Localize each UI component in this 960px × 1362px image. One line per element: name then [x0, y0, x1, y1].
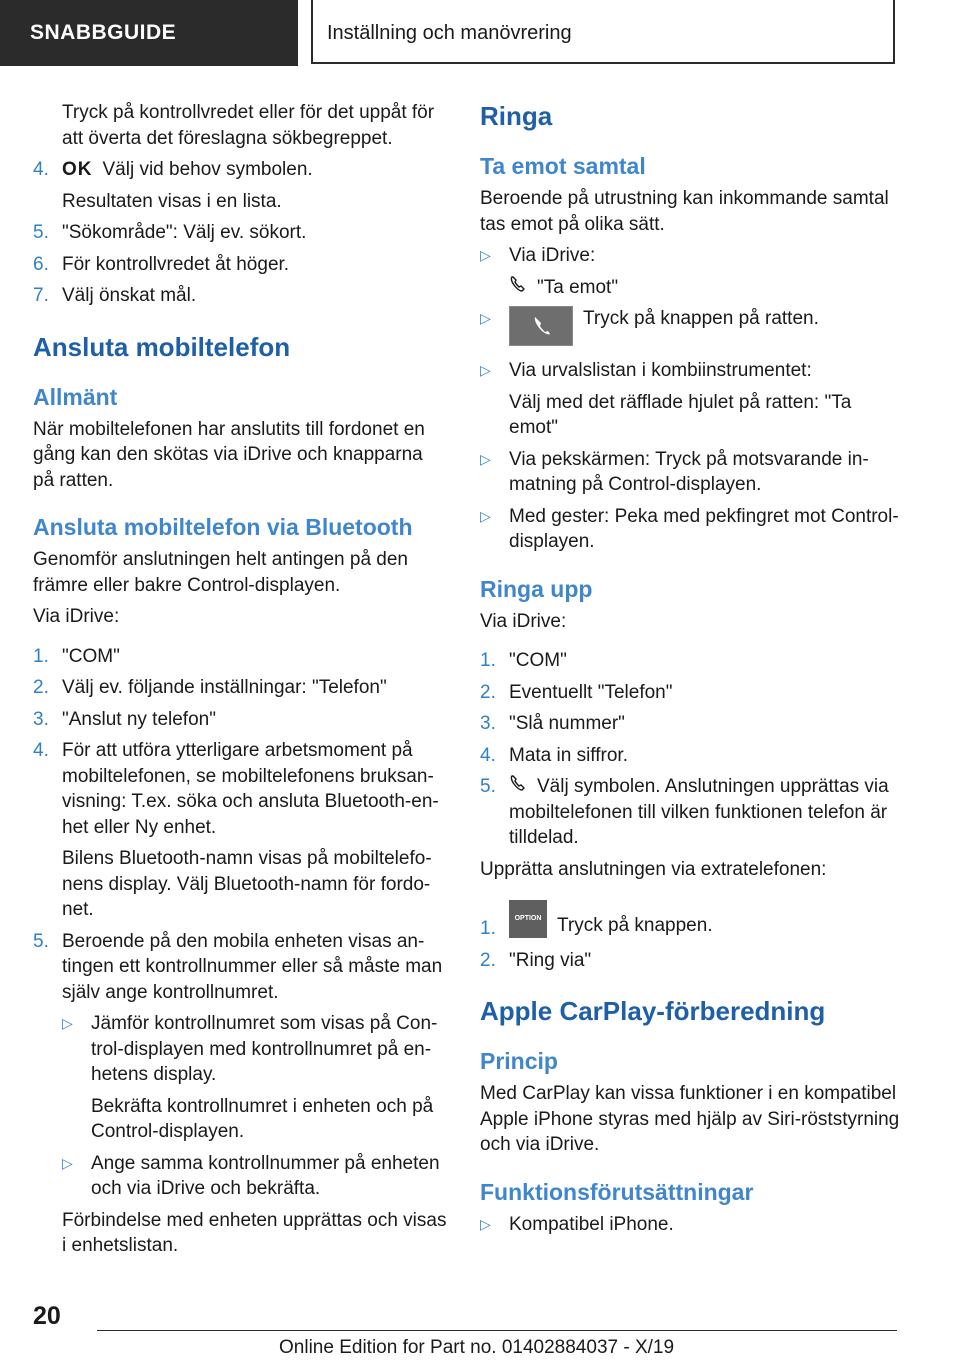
heading-connect: Ansluta mobiltelefon [33, 331, 291, 362]
bt-step-5: 5. Beroende på den mobila enheten visas antingen ett kontrollnummer eller så måste man själv ange kontrollnumret. [33, 930, 443, 1003]
bluetooth-text: Genomför anslutningen helt antingen på den främre eller bakre Control-displayen. [33, 549, 408, 596]
list-item: ▷ Tryck på knappen på ratten. [480, 306, 900, 346]
receive-list-sub: Välj med det räfflade hjulet på ratten: "Ta emot" [509, 391, 852, 439]
bt-step-4-note: Bilens Bluetooth-namn visas på mobiltelefonens display. Välj Bluetooth-namn för fordonet. [62, 848, 432, 920]
step-6: 6. För kontrollvredet åt höger. [33, 253, 290, 275]
guide-tab: SNABBGUIDE [0, 0, 298, 66]
dial-step-4: 4. Mata in siffror. [480, 744, 628, 766]
phone-icon [509, 774, 529, 800]
list-item: ▷ Med gester: Peka med pekfingret mot Control-displayen. [480, 504, 900, 555]
receive-text: Beroende på utrustning kan inkommande samtal tas emot på olika sätt. [480, 188, 889, 235]
step-5: 5. "Sökområde": Välj ev. sökort. [33, 222, 307, 243]
step-7: 7. Välj önskat mål. [33, 285, 197, 306]
bt-step-2: 2. Välj ev. följande inställningar: "Telefon" [33, 677, 387, 698]
extra-text: Upprätta anslutningen via extratelefonen: [480, 858, 827, 880]
heading-call: Ringa [480, 101, 553, 131]
phone-icon [509, 275, 529, 301]
list-item: ▷ Ange samma kontrollnummer på enheten och via iDrive och bekräfta. [62, 1151, 448, 1202]
bt-step-3: 3. "Anslut ny telefon" [33, 708, 216, 730]
step-number: 4. [33, 159, 49, 180]
heading-requirements: Funktionsförutsättningar [480, 1178, 754, 1205]
heading-bluetooth: Ansluta mobiltelefon via Bluetooth [33, 514, 413, 540]
heading-receive: Ta emot samtal [480, 153, 646, 179]
triangle-bullet-icon: ▷ [480, 310, 491, 327]
triangle-bullet-icon: ▷ [480, 362, 491, 379]
dial-step-3: 3. "Slå nummer" [480, 713, 625, 735]
list-item: ▷ Via pekskärmen: Tryck på motsvarande inmatning på Control-displayen. [480, 447, 900, 498]
heading-general: Allmänt [33, 383, 118, 410]
triangle-bullet-icon: ▷ [480, 247, 491, 263]
right-column [480, 100, 900, 1243]
section-tab: Inställning och manövrering [311, 0, 895, 64]
heading-carplay: Apple CarPlay-förberedning [480, 996, 826, 1027]
bluetooth-via: Via iDrive: [33, 606, 120, 627]
step-text: Välj vid behov symbolen. [102, 159, 313, 180]
extra-step-2: 2. "Ring via" [480, 949, 592, 971]
list-item: ▷ Jämför kontrollnumret som visas på Control-displayen med kontrollnumret på enhetens display. [62, 1011, 448, 1088]
triangle-bullet-icon: ▷ [480, 450, 491, 467]
steering-wheel-call-button-image [509, 306, 573, 346]
receive-idrive-sub: "Ta emot" [480, 275, 900, 301]
triangle-bullet-icon: ▷ [480, 1215, 491, 1232]
bt-confirm-text: Bekräfta kontrollnumret i enheten och på Control-displayen. [91, 1095, 434, 1142]
dial-via: Via iDrive: [480, 610, 567, 632]
triangle-bullet-icon: ▷ [480, 507, 491, 524]
dial-step-5: 5. Välj symbolen. Anslutningen upprättas via mobiltelefonen till vilken funktionen telefon är tilldelad. [480, 776, 889, 849]
bt-result: Förbindelse med enheten upprättas och visas i enhetslistan. [62, 1209, 447, 1256]
step-4-result: Resultaten visas i en lista. [62, 190, 282, 212]
heading-principle: Princip [480, 1048, 558, 1075]
bt-step-1: 1. "COM" [33, 645, 120, 667]
option-button-image: OPTION [509, 900, 547, 938]
step-4 [33, 157, 448, 183]
dial-step-2: 2. Eventuellt "Telefon" [480, 681, 673, 703]
extra-step-1: 1. OPTION Tryck på knappen. [480, 896, 900, 942]
principle-text: Med CarPlay kan vissa funktioner i en kompatibel Apple iPhone styras med hjälp av Siri-röststyrning och via iDrive. [480, 1083, 900, 1156]
general-text: När mobiltelefonen har anslutits till fordonet en gång kan den skötas via iDrive och knapparna på ratten. [33, 418, 425, 491]
intro-text: Tryck på kontrollvredet eller för det uppåt för att överta det föreslagna sökbegreppet. [62, 102, 435, 149]
dial-step-1: 1. "COM" [480, 650, 567, 672]
left-column [33, 100, 448, 1265]
footer-divider [97, 1330, 897, 1331]
ok-icon: OK [62, 159, 93, 180]
page-number: 20 [33, 1302, 61, 1330]
bt-step-5-bullets [33, 1011, 448, 1202]
bt-step-4: 4. För att utföra ytterligare arbetsmoment på mobiltelefonen, se mobiltelefonens bruksanvisning: T.ex. söka och ansluta Bluetooth-enhet eller Ny enhet. [33, 740, 439, 838]
footer-edition: Online Edition for Part no. 01402884037 - X/19 [279, 1337, 675, 1358]
triangle-bullet-icon: ▷ [62, 1154, 73, 1171]
list-item: ▷ Kompatibel iPhone. [480, 1212, 900, 1238]
triangle-bullet-icon: ▷ [62, 1015, 73, 1031]
heading-dial: Ringa upp [480, 575, 593, 602]
page-header [0, 0, 960, 66]
list-item: ▷ Via iDrive: [480, 243, 900, 269]
list-item: ▷ Via urvalslistan i kombiinstrumentet: [480, 358, 900, 384]
